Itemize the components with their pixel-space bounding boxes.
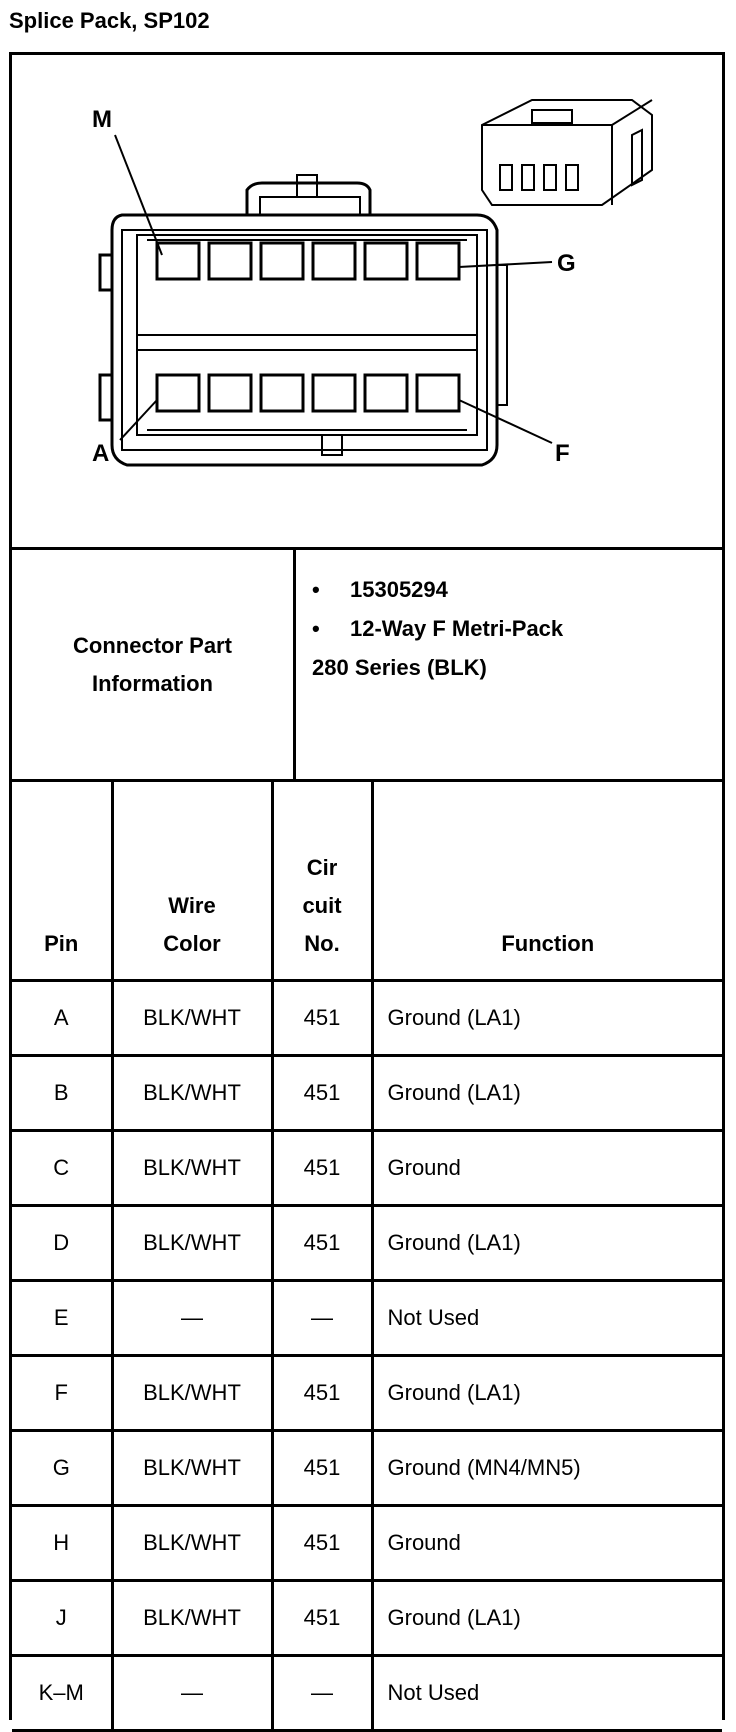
wire-color-cell: BLK/WHT [112, 1056, 272, 1131]
function-cell: Not Used [372, 1656, 722, 1731]
wire-color-cell: BLK/WHT [112, 1356, 272, 1431]
pin-table-header [12, 782, 722, 981]
callout-g: G [557, 250, 576, 277]
function-cell: Ground (LA1) [372, 1581, 722, 1656]
pin-cell: C [12, 1131, 112, 1206]
circuit-no-cell: 451 [272, 1356, 372, 1431]
table-row [12, 1581, 722, 1656]
pin-cell: B [12, 1056, 112, 1131]
connector-part-info-row [12, 550, 722, 782]
circuit-no-cell: 451 [272, 1506, 372, 1581]
connector-part-info-values [312, 570, 563, 687]
circuit-no-cell: — [272, 1281, 372, 1356]
connector-face-drawing [12, 55, 722, 547]
function-cell: Ground (LA1) [372, 1056, 722, 1131]
function-cell: Ground (LA1) [372, 1356, 722, 1431]
connector-type-bullet: • 12-Way F Metri-Pack [312, 616, 564, 641]
header-pin: Pin [12, 782, 112, 981]
circuit-no-cell: 451 [272, 1431, 372, 1506]
table-row [12, 1431, 722, 1506]
pin-cell: G [12, 1431, 112, 1506]
header-function: Function [372, 782, 722, 981]
function-cell: Ground [372, 1506, 722, 1581]
wire-color-cell: BLK/WHT [112, 981, 272, 1056]
connector-part-info-label: Connector Part Information [12, 550, 296, 779]
function-cell: Ground (LA1) [372, 1206, 722, 1281]
circuit-no-cell: 451 [272, 1056, 372, 1131]
function-cell: Not Used [372, 1281, 722, 1356]
circuit-no-cell: — [272, 1656, 372, 1731]
circuit-no-cell: 451 [272, 981, 372, 1056]
function-cell: Ground (LA1) [372, 981, 722, 1056]
table-row [12, 981, 722, 1056]
table-row [12, 1206, 722, 1281]
page-title: Splice Pack, SP102 [9, 8, 210, 33]
part-number-bullet: • 15305294 [312, 577, 448, 602]
table-row [12, 1656, 722, 1731]
pin-cell: D [12, 1206, 112, 1281]
wire-color-cell: BLK/WHT [112, 1431, 272, 1506]
connector-diagram [12, 55, 722, 550]
wire-color-cell: BLK/WHT [112, 1581, 272, 1656]
wire-color-cell: BLK/WHT [112, 1131, 272, 1206]
function-cell: Ground (MN4/MN5) [372, 1431, 722, 1506]
wire-color-cell: — [112, 1656, 272, 1731]
header-circuit-no: Cir cuit No. [272, 782, 372, 981]
wire-color-cell: BLK/WHT [112, 1506, 272, 1581]
pin-cell: J [12, 1581, 112, 1656]
callout-m: M [92, 106, 112, 133]
connector-sheet [9, 52, 725, 1720]
wire-color-cell: BLK/WHT [112, 1206, 272, 1281]
pin-cell: F [12, 1356, 112, 1431]
callout-a: A [92, 440, 110, 467]
wire-color-cell: — [112, 1281, 272, 1356]
callout-f: F [555, 440, 570, 467]
pin-cell: E [12, 1281, 112, 1356]
circuit-no-cell: 451 [272, 1581, 372, 1656]
circuit-no-cell: 451 [272, 1131, 372, 1206]
pin-cell: H [12, 1506, 112, 1581]
table-row [12, 1281, 722, 1356]
table-row [12, 1506, 722, 1581]
connector-series-line: 280 Series (BLK) [312, 655, 487, 680]
pin-cell: A [12, 981, 112, 1056]
pin-cell: K–M [12, 1656, 112, 1731]
function-cell: Ground [372, 1131, 722, 1206]
table-row [12, 1356, 722, 1431]
header-wire-color: Wire Color [112, 782, 272, 981]
table-row [12, 1056, 722, 1131]
circuit-no-cell: 451 [272, 1206, 372, 1281]
pin-table [12, 782, 722, 1732]
table-row [12, 1131, 722, 1206]
